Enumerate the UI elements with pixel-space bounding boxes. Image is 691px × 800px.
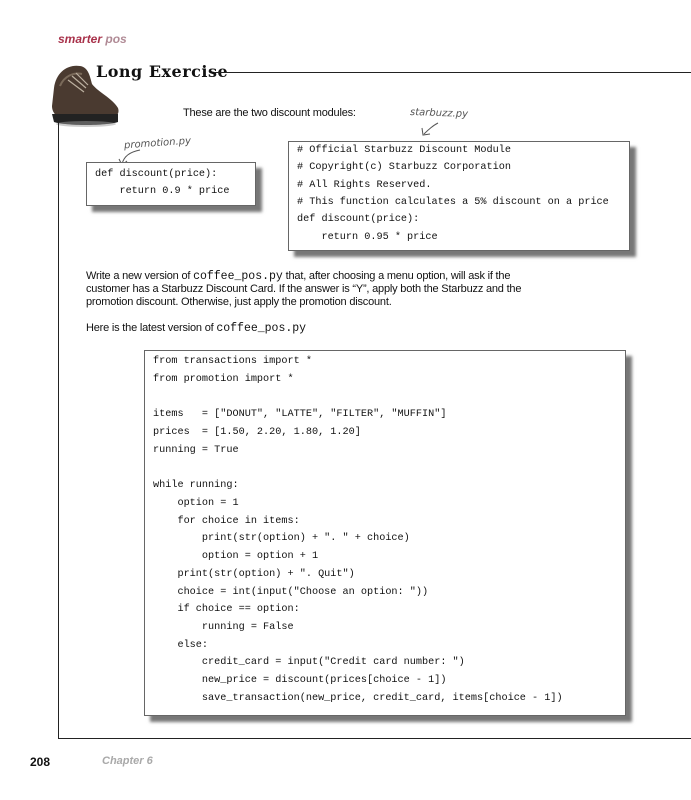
code-line: choice = int(input("Choose an option: "))	[153, 587, 429, 598]
code-line: print(str(option) + ". Quit")	[153, 569, 355, 580]
running-header	[58, 32, 127, 46]
code-line: save_transaction(new_price, credit_card, items[choice - 1])	[153, 693, 563, 704]
code-line: print(str(option) + ". " + choice)	[153, 533, 410, 544]
code-line: if choice == option:	[153, 604, 300, 615]
code-line: new_price = discount(prices[choice - 1])	[153, 675, 447, 686]
code-line: def discount(price):	[95, 169, 218, 180]
promotion-file-label: promotion.py	[123, 135, 192, 152]
instructions-part1: Write a new version of	[86, 270, 194, 282]
header-brand: smarter	[58, 32, 103, 46]
latest-version-paragraph	[86, 322, 556, 335]
code-line: return 0.9 * price	[95, 186, 230, 197]
title-rule	[214, 72, 691, 73]
code-line: # Official Starbuzz Discount Module	[297, 145, 511, 156]
instructions-paragraph	[86, 270, 556, 309]
starbuzz-code-box	[288, 141, 630, 251]
chapter-label: Chapter 6	[102, 755, 153, 767]
coffee-pos-code-box	[144, 350, 626, 716]
code-line: items = ["DONUT", "LATTE", "FILTER", "MUFFIN"]	[153, 409, 447, 420]
starbuzz-arrow-icon	[418, 120, 444, 138]
code-line: while running:	[153, 480, 239, 491]
intro-text: These are the two discount modules:	[183, 107, 356, 119]
header-section: pos	[105, 32, 127, 46]
code-line: running = False	[153, 622, 294, 633]
code-line: option = option + 1	[153, 551, 319, 562]
code-line: # This function calculates a 5% discount on a price	[297, 197, 609, 208]
code-line: prices = [1.50, 2.20, 1.80, 1.20]	[153, 427, 361, 438]
code-line: # All Rights Reserved.	[297, 180, 432, 191]
code-line: for choice in items:	[153, 516, 300, 527]
code-line: credit_card = input("Credit card number: ")	[153, 657, 465, 668]
code-line: option = 1	[153, 498, 239, 509]
code-line: def discount(price):	[297, 214, 420, 225]
instructions-part2: that, after choosing a menu option, will ask if the customer has a Starbuzz Discount Card. If the answer is “Y”, apply both the Starbuzz and the promotion discount. Otherwise, just apply the promotion discount.	[86, 270, 522, 308]
code-line: else:	[153, 640, 209, 651]
code-line: from promotion import *	[153, 374, 294, 385]
code-line: return 0.95 * price	[297, 232, 438, 243]
latest-prefix: Here is the latest version of	[86, 322, 217, 334]
code-line: from transactions import *	[153, 356, 312, 367]
filename-code: coffee_pos.py	[193, 270, 283, 283]
page-number: 208	[30, 755, 51, 769]
filename-code: coffee_pos.py	[216, 322, 307, 335]
code-line: # Copyright(c) Starbuzz Corporation	[297, 162, 511, 173]
promotion-code-box	[86, 162, 256, 206]
exercise-title: Long Exercise	[96, 62, 229, 81]
starbuzz-file-label: starbuzz.py	[409, 106, 469, 121]
code-line: running = True	[153, 445, 239, 456]
